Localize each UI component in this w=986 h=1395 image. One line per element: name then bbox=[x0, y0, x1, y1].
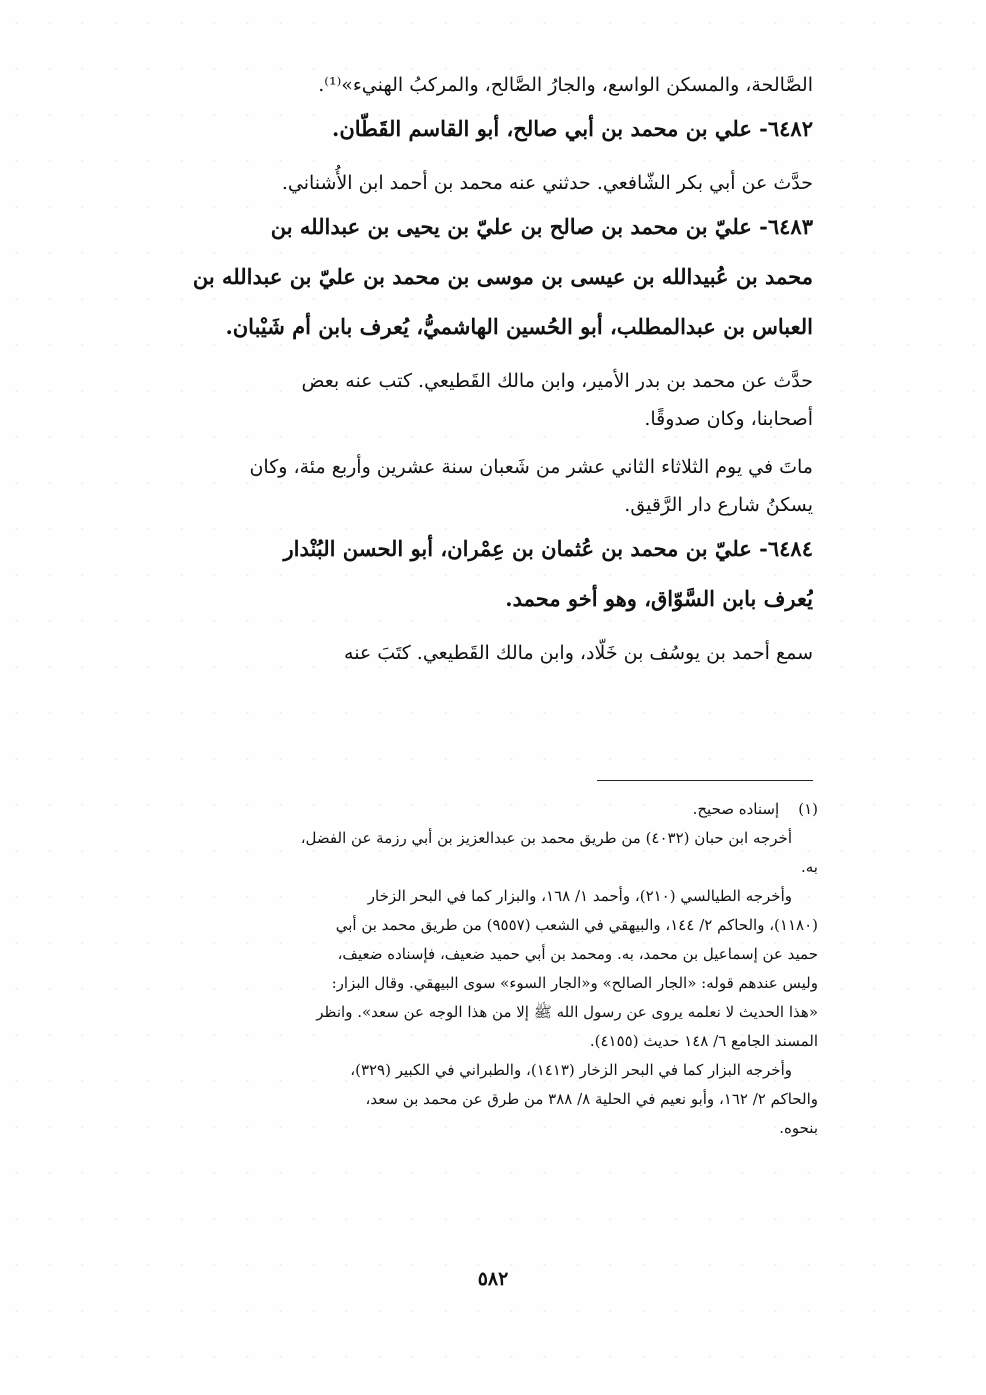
footnote-line: أخرجه ابن حبان (٤٠٣٢) من طريق محمد بن عبدالعزيز بن أبي رزمة عن الفضل، bbox=[300, 829, 792, 847]
footnote-line: حميد عن إسماعيل بن محمد، به. ومحمد بن أبي حميد ضعيف، فإسناده ضعيف، bbox=[337, 945, 818, 963]
continuation-line: الصَّالحة، والمسكن الواسع، والجارُ الصَّالح، والمركبُ الهنيء»⁽¹⁾. bbox=[318, 74, 813, 96]
entry-heading-6484-line1: ٦٤٨٤- عليّ بن محمد بن عُثمان بن عِمْران، أبو الحسن البُنْدار bbox=[283, 536, 813, 561]
footnote-line: وأخرجه البزار كما في البحر الزخار (١٤١٣)، والطبراني في الكبير (٣٢٩)، bbox=[350, 1061, 792, 1079]
entry-heading-6483-line3: العباس بن عبدالمطلب، أبو الحُسين الهاشميُّ، يُعرف بابن أم شَيْبان. bbox=[225, 314, 813, 339]
entry-text-6482: حدَّث عن أبي بكر الشّافعي. حدثني عنه محمد بن أحمد ابن الأُشناني. bbox=[281, 172, 813, 194]
footnote-separator bbox=[597, 780, 813, 781]
footnote-1-text: إسناده صحيح. bbox=[692, 800, 780, 818]
entry-heading-6484-line2: يُعرف بابن السَّوّاق، وهو أخو محمد. bbox=[505, 586, 813, 611]
footnote-line: بنحوه. bbox=[779, 1119, 818, 1137]
page-number: ٥٨٢ bbox=[477, 1268, 509, 1290]
footnote-line: «هذا الحديث لا نعلمه يروى عن رسول الله ﷺ إلا من هذا الوجه عن سعد». وانظر bbox=[316, 1003, 818, 1021]
footnote-line: والحاكم ٢/ ١٦٢، وأبو نعيم في الحلية ٨/ ٣٨٨ من طرق عن محمد بن سعد، bbox=[365, 1090, 818, 1108]
entry-heading-6483-line2: محمد بن عُبيدالله بن عيسى بن موسى بن محمد بن عليّ بن عبدالله بن bbox=[192, 264, 813, 289]
entry-text-6483-line2: أصحابنا، وكان صدوقًا. bbox=[644, 408, 813, 430]
main-text bbox=[128, 66, 813, 672]
entry-heading-6482: ٦٤٨٢- علي بن محمد بن أبي صالح، أبو القاسم القَطّان. bbox=[332, 116, 813, 141]
footnote-1-first-line bbox=[128, 795, 818, 824]
entry-heading-6483-line1: ٦٤٨٣- عليّ بن محمد بن صالح بن عليّ بن يحيى بن عبدالله بن bbox=[270, 214, 813, 239]
footnotes bbox=[128, 795, 818, 1143]
entry-text-6484-line1: سمع أحمد بن يوسُف بن خَلّاد، وابن مالك القَطيعي. كتَبَ عنه bbox=[344, 642, 813, 664]
footnote-line: (١١٨٠)، والحاكم ٢/ ١٤٤، والبيهقي في الشعب (٩٥٥٧) من طريق محمد بن أبي bbox=[335, 916, 818, 934]
entry-text-6483-line1: حدَّث عن محمد بن بدر الأمير، وابن مالك القَطيعي. كتب عنه بعض bbox=[301, 370, 813, 392]
footnote-line: به. bbox=[801, 858, 818, 876]
entry-text-6483-line4: يسكنُ شارع دار الرَّقيق. bbox=[624, 494, 813, 516]
footnote-line: وليس عندهم قوله: «الجار الصالح» و«الجار السوء» سوى البيهقي. وقال البزار: bbox=[331, 974, 818, 992]
footnote-marker: (١) bbox=[798, 800, 818, 818]
footnote-line: المسند الجامع ٦/ ١٤٨ حديث (٤١٥٥). bbox=[589, 1032, 818, 1050]
entry-text-6483-line3: ماتَ في يوم الثلاثاء الثاني عشر من شَعبان سنة عشرين وأربع مئة، وكان bbox=[249, 456, 813, 478]
footnote-line: وأخرجه الطيالسي (٢١٠)، وأحمد ١/ ١٦٨، والبزار كما في البحر الزخار bbox=[367, 887, 792, 905]
